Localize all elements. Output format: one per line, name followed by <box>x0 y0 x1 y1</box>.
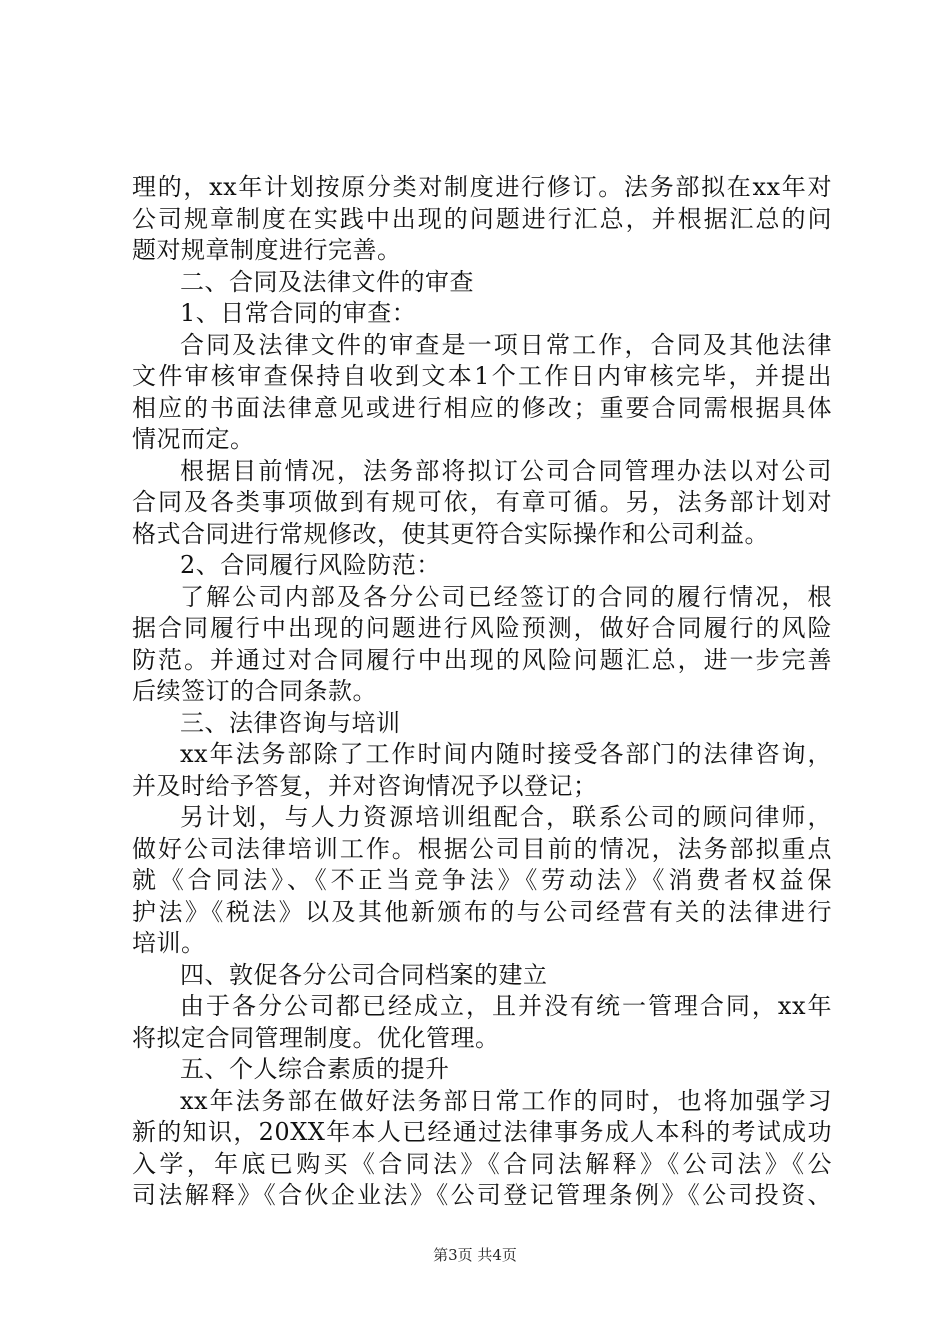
text-line: 相应的书面法律意见或进行相应的修改；重要合同需根据具体 <box>132 393 832 422</box>
text-line: 合同及法律文件的审查是一项日常工作，合同及其他法律 <box>180 330 832 359</box>
document-body <box>132 172 832 1212</box>
text-line: 格式合同进行常规修改，使其更符合实际操作和公司利益。 <box>132 519 769 548</box>
section-heading: 四、敦促各分公司合同档案的建立 <box>180 960 548 989</box>
subsection-heading: 2、合同履行风险防范： <box>180 551 441 579</box>
text-line: 根据目前情况，法务部将拟订公司合同管理办法以对公司 <box>180 456 832 485</box>
section-heading: 二、合同及法律文件的审查 <box>180 267 474 296</box>
page-number-footer: 第3页 共4页 <box>433 1246 517 1264</box>
subsection-heading: 1、日常合同的审查： <box>180 299 417 327</box>
text-line: 理的，xx年计划按原分类对制度进行修订。法务部拟在xx年对 <box>132 173 832 201</box>
section-heading: 三、法律咨询与培训 <box>180 708 401 737</box>
text-line: 并及时给予答复，并对咨询情况予以登记； <box>132 771 598 800</box>
text-line: 据合同履行中出现的问题进行风险预测，做好合同履行的风险 <box>132 614 832 642</box>
text-line: 情况而定。 <box>132 425 255 453</box>
text-line: 由于各分公司都已经成立，且并没有统一管理合同，xx年 <box>180 992 832 1020</box>
section-heading: 五、个人综合素质的提升 <box>180 1055 450 1083</box>
text-line: 培训。 <box>132 929 206 957</box>
text-line: xx年法务部在做好法务部日常工作的同时，也将加强学习 <box>180 1086 832 1115</box>
text-line: 护法》《税法》以及其他新颁布的与公司经营有关的法律进行 <box>132 897 832 926</box>
text-line: 公司规章制度在实践中出现的问题进行汇总，并根据汇总的问 <box>132 204 832 233</box>
text-line: 入学，年底已购买《合同法》《合同法解释》《公司法》《公 <box>132 1149 832 1178</box>
text-line: 新的知识，20XX年本人已经通过法律事务成人本科的考试成功 <box>132 1118 832 1146</box>
text-line: 题对规章制度进行完善。 <box>132 236 402 264</box>
text-line: 司法解释》《合伙企业法》《公司登记管理条例》《公司投资、 <box>132 1181 832 1209</box>
text-line: 做好公司法律培训工作。根据公司目前的情况，法务部拟重点 <box>132 834 832 863</box>
text-line: 合同及各类事项做到有规可依，有章可循。另，法务部计划对 <box>132 488 832 516</box>
text-line: 另计划，与人力资源培训组配合，联系公司的顾问律师， <box>180 803 832 831</box>
text-line: 将拟定合同管理制度。优化管理。 <box>132 1023 500 1052</box>
text-line: 后续签订的合同条款。 <box>132 677 377 705</box>
text-line: 文件审核审查保持自收到文本1个工作日内审核完毕，并提出 <box>132 362 832 390</box>
text-line: 就《合同法》、《不正当竞争法》《劳动法》《消费者权益保 <box>132 866 832 894</box>
text-line: 防范。并通过对合同履行中出现的风险问题汇总，进一步完善 <box>132 645 832 674</box>
text-line: 了解公司内部及各分公司已经签订的合同的履行情况，根 <box>180 582 832 611</box>
text-line: xx年法务部除了工作时间内随时接受各部门的法律咨询， <box>180 740 832 768</box>
